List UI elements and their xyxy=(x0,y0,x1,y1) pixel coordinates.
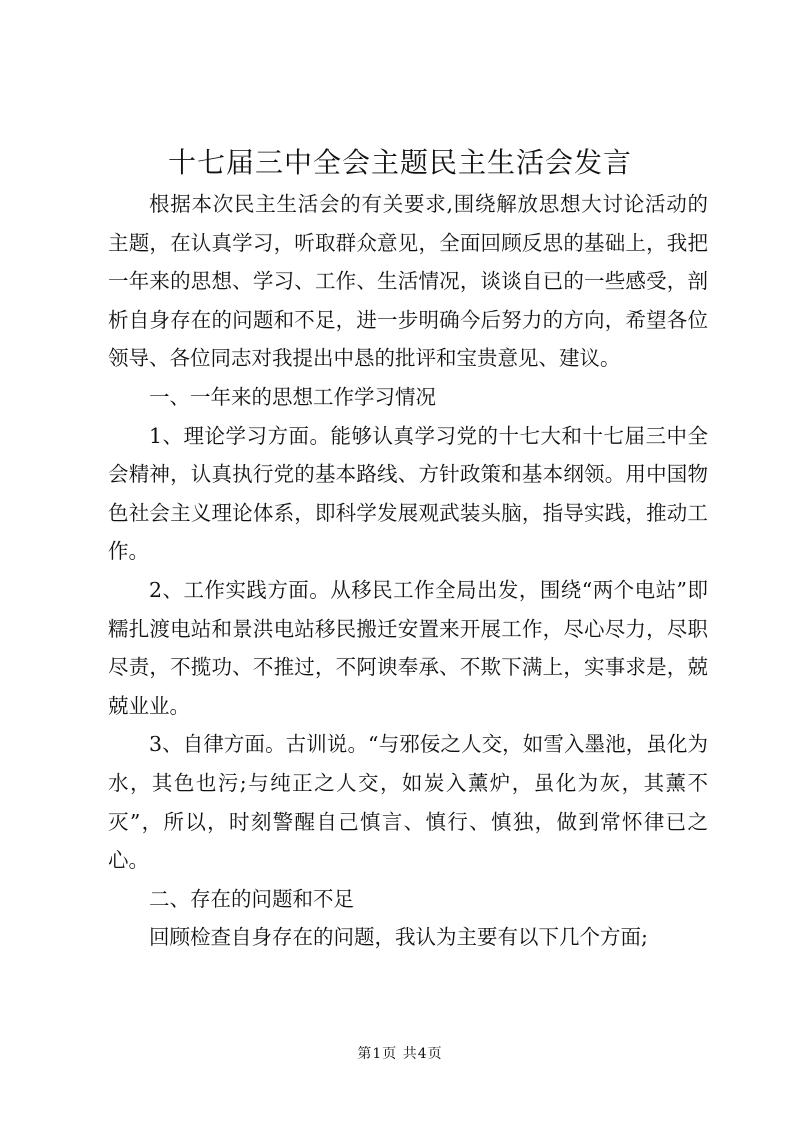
document-body xyxy=(108,185,708,957)
intro-paragraph: 根据本次民主生活会的有关要求,围绕解放思想大讨论活动的主题，在认真学习，听取群众意见，全面回顾反思的基础上，我把一年来的思想、学习、工作、生活情况，谈谈自已的一些感受，剖析自身存在的问题和不足，进一步明确今后努力的方向，希望各位领导、各位同志对我提出中恳的批评和宝贵意见、建议。 xyxy=(108,192,708,371)
page-number-footer: 第1页 共4页 xyxy=(357,1046,443,1062)
theory-study-paragraph: 1、理论学习方面。能够认真学习党的十七大和十七届三中全会精神，认真执行党的基本路线、方针政策和基本纲领。用中国物色社会主义理论体系，即科学发展观武装头脑，指导实践，推动工作。 xyxy=(108,423,708,564)
section-heading-2: 二、存在的问题和不足 xyxy=(149,886,354,911)
document-title: 十七届三中全会主题民主生活会发言 xyxy=(167,146,632,179)
review-paragraph: 回顾检查自身存在的问题，我认为主要有以下几个方面; xyxy=(149,925,648,950)
work-practice-paragraph: 2、工作实践方面。从移民工作全局出发，围绕“两个电站”即糯扎渡电站和景洪电站移民搬迁安置来开展工作，尽心尽力，尽职尽责，不揽功、不推过，不阿谀奉承、不欺下满上，实事求是，兢兢业业。 xyxy=(108,577,708,718)
self-discipline-paragraph: 3、自律方面。古训说。“与邪佞之人交，如雪入墨池，虽化为水，其色也污;与纯正之人交，如炭入薰炉，虽化为灰，其薰不灭”，所以，时刻警醒自己慎言、慎行、慎独，做到常怀律已之心。 xyxy=(108,732,708,873)
section-heading-1: 一、一年来的思想工作学习情况 xyxy=(149,384,436,409)
